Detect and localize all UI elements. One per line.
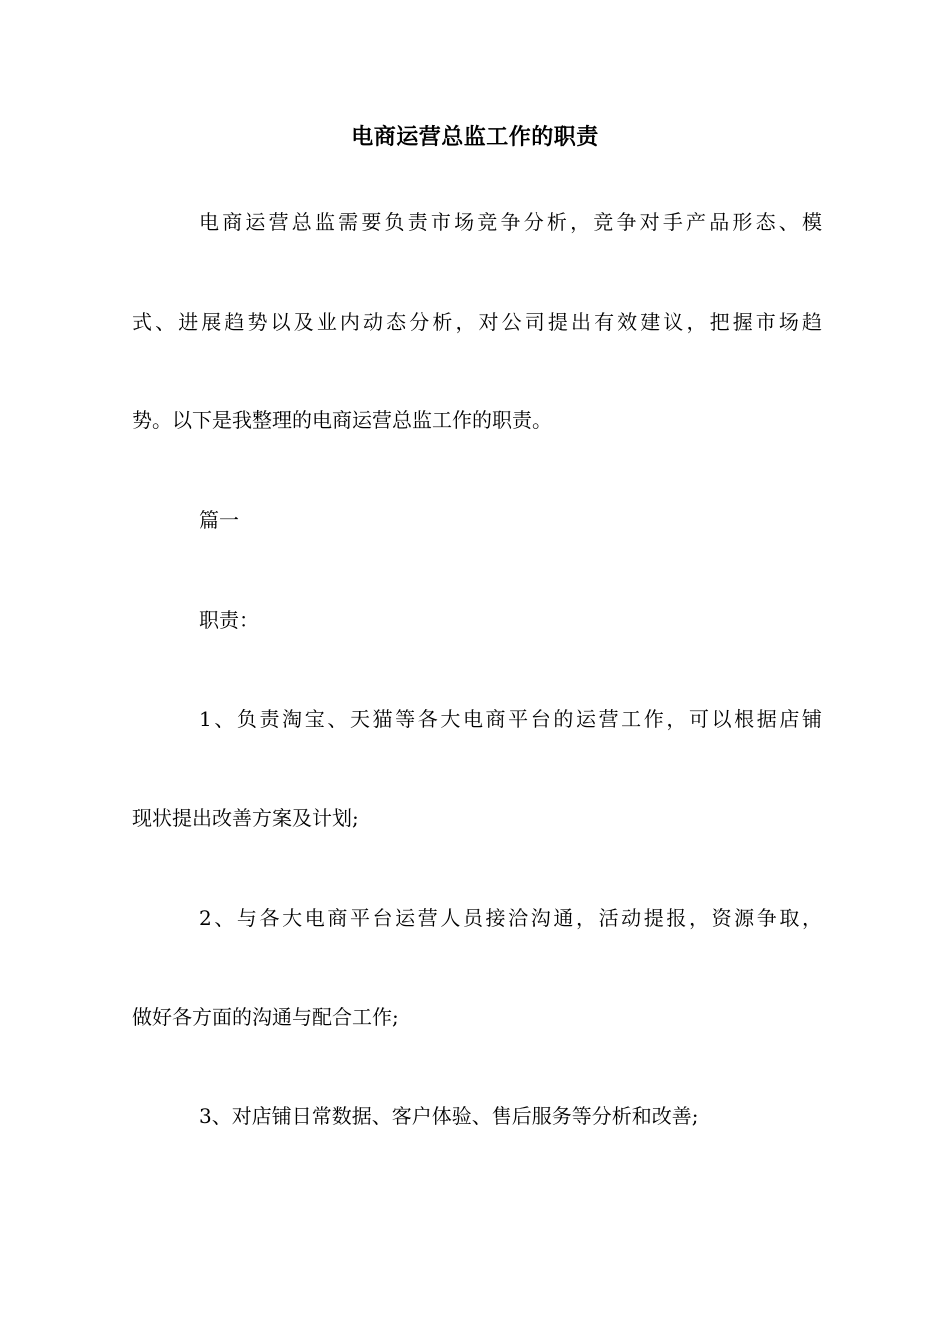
duty-item-3-line-1: 3、对店铺日常数据、客户体验、售后服务等分析和改善;	[199, 1104, 699, 1128]
paragraph-intro-line-3: 势。以下是我整理的电商运营总监工作的职责。	[132, 408, 552, 432]
duty-item-2-line-1: 2、与各大电商平台运营人员接洽沟通，活动提报，资源争取，	[199, 906, 822, 930]
paragraph-intro-line-2: 式、进展趋势以及业内动态分析，对公司提出有效建议，把握市场趋	[132, 310, 822, 334]
duties-label: 职责：	[199, 608, 259, 632]
duty-item-1-line-2: 现状提出改善方案及计划;	[132, 806, 359, 830]
duty-item-2-line-2: 做好各方面的沟通与配合工作;	[132, 1005, 399, 1029]
paragraph-intro-line-1: 电商运营总监需要负责市场竞争分析，竞争对手产品形态、模	[199, 210, 822, 234]
duty-item-1-line-1: 1、负责淘宝、天猫等各大电商平台的运营工作，可以根据店铺	[199, 707, 822, 731]
section-heading-1: 篇一	[199, 508, 239, 532]
document-title: 电商运营总监工作的职责	[351, 125, 599, 150]
